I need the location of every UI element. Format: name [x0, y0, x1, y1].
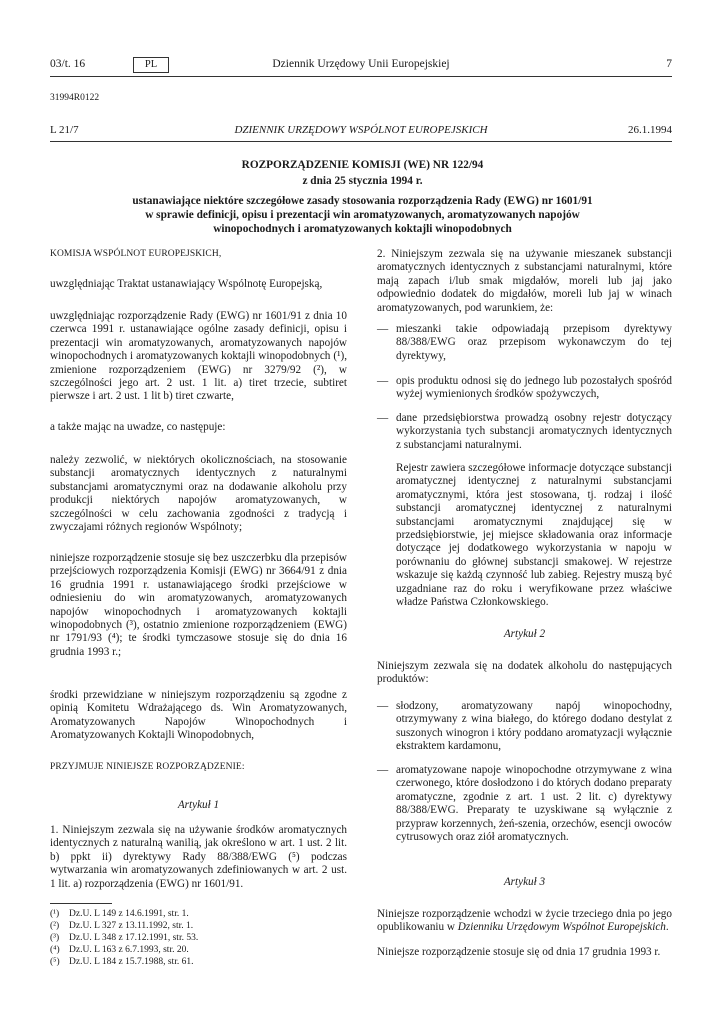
- treaty-recital: uwzględniając Traktat ustanawiający Wspólnotę Europejską,: [50, 278, 323, 290]
- dash-marker: —: [377, 412, 389, 424]
- footnote-4: (⁴) Dz.U. L 163 z 6.7.1993, str. 20.: [50, 945, 189, 955]
- footnote-5: (⁵) Dz.U. L 184 z 15.7.1988, str. 61.: [50, 957, 194, 967]
- article-1-heading: Artykuł 1: [177, 799, 220, 811]
- article-3-heading: Artykuł 3: [503, 876, 546, 888]
- journal-name: Dziennik Urzędowy Unii Europejskiej: [272, 58, 450, 70]
- article-3-paragraph-1: Niniejsze rozporządzenie wchodzi w życie trzeciego dnia po jego opublikowaniu w Dzienniku Urzędowym Wspólnot Europejskich.: [377, 908, 672, 934]
- article-2-heading: Artykuł 2: [503, 628, 546, 640]
- title-date: z dnia 25 stycznia 1994 r.: [302, 175, 423, 187]
- oj-title: DZIENNIK URZĘDOWY WSPÓLNOT EUROPEJSKICH: [234, 124, 488, 136]
- article-2-item-1: [377, 700, 672, 754]
- adoption-line: PRZYJMUJE NINIEJSZE ROZPORZĄDZENIE:: [50, 762, 245, 772]
- condition-3-text: dane przedsiębiorstwa prowadzą osobny rejestr dotyczący wykorzystania tych substancji aromatycznych identycznych z substancjami naturalnymi.: [396, 412, 672, 451]
- celex-number: 31994R0122: [50, 93, 100, 103]
- title-line-3: ustanawiające niektóre szczegółowe zasady stosowania rozporządzenia Rady (EWG) nr 1601/91: [132, 195, 593, 207]
- condition-2-text: opis produktu odnosi się do jednego lub pozostałych spośród wyżej wymienionych środków spożywczych,: [396, 375, 672, 401]
- header-rule: [50, 76, 672, 77]
- recital-transitional: niniejsze rozporządzenie stosuje się bez uszczerbku dla przepisów przejściowych rozporządzenia Komisji (EWG) nr 3664/91 z dnia 16 grudnia 1991 r. ustanawiającego środki przejściowe w odniesieniu do win aromatyzowanych, aromatyzowanych napojów winopochodnych i aromatyzowanych koktajli winopodobnych (³), ostatnio zmienione rozporządzeniem (EWG) nr 1791/93 (⁴); te środki tymczasowe stosuje się do dnia 16 grudnia 1993 r.;: [50, 552, 347, 658]
- recital-regulation: uwzględniając rozporządzenie Rady (EWG) nr 1601/91 z dnia 10 czerwca 1991 r. ustanawiające ogólne zasady definicji, opisu i prezentacji win aromatyzowanych, aromatyzowanych napojów winopochodnych i aromatyzowanych koktajli winopodobnych (¹), zmienione rozporządzeniem (EWG) nr 3279/92 (²), w szczególności jego art. 2 ust. 1 lit. a) tiret trzecie, subtiret pierwsze i art. 2 ust. 1 lit b) tiret czwarte,: [50, 310, 347, 403]
- footnote-1: (¹) Dz.U. L 149 z 14.6.1991, str. 1.: [50, 909, 189, 919]
- title-line-4: w sprawie definicji, opisu i prezentacji win aromatyzowanych, aromatyzowanych napojów: [145, 209, 580, 221]
- volume-number: 03/t. 16: [50, 58, 86, 70]
- article-1-paragraph-1: 1. Niniejszym zezwala się na używanie środków aromatycznych identycznych z naturalną wanilią, jak określono w art. 1 ust. 2 lit. b) ppkt ii) dyrektywy Rady 88/388/EWG (⁵) podczas wytwarzania win aromatyzowanych zdefiniowanych w art. 2 ust. 1 lit. a) rozporządzenia (EWG) nr 1601/91.: [50, 824, 347, 890]
- running-header: [50, 58, 672, 74]
- condition-1-text: mieszanki takie odpowiadają przepisom dyrektywy 88/388/EWG oraz przepisom wykonawczym do tej dyrektywy,: [396, 323, 672, 362]
- condition-3: [377, 412, 672, 452]
- language-badge: PL: [133, 57, 169, 73]
- article-2-item-2: [377, 764, 672, 844]
- oj-header-rule: [50, 141, 672, 142]
- regulation-title: [80, 159, 645, 237]
- recital-authorisation: należy zezwolić, w niektórych okolicznościach, na stosowanie substancji aromatycznych identycznych z naturalnymi substancjami aromatycznymi oraz na dodawanie alkoholu przy produkcji niektórych napojów aromatyzowanych, w szczególności w celu zachowania zgodności z tradycją i zwyczajami różnych regionów Wspólnoty;: [50, 454, 347, 534]
- title-line-1: ROZPORZĄDZENIE KOMISJI (WE) NR 122/94: [241, 159, 484, 171]
- footnote-2: (²) Dz.U. L 327 z 13.11.1992, str. 1.: [50, 921, 194, 931]
- article-2-item-1-text: słodzony, aromatyzowany napój winopochodny, otrzymywany z wina białego, do którego dodano destylat z suszonych winogron i który poddano aromatyzacji wyłącznie ekstraktem kardamonu,: [396, 700, 672, 753]
- condition-1: [377, 323, 672, 363]
- dash-marker: —: [377, 764, 389, 776]
- dash-marker: —: [377, 700, 389, 712]
- dash-marker: —: [377, 323, 389, 335]
- recital-committee: środki przewidziane w niniejszym rozporządzeniu są zgodne z opinią Komitetu Wdrażającego ds. Win Aromatyzowanych, Aromatyzowanych Napojów Winopochodnych i Aromatyzowanych Koktajli Winopodobnych,: [50, 689, 347, 742]
- article-1-paragraph-2: 2. Niniejszym zezwala się na używanie mieszanek substancji aromatycznych identycznych z substancjami naturalnymi, które mają zapach i/lub smak migdałów, moreli lub jaj jako odpowiednio dodatek do migdałów, moreli lub jaj w winach aromatyzowanych, pod warunkiem, że:: [377, 248, 672, 314]
- journal-title: Dzienniku Urzędowym Wspólnot Europejskich: [457, 921, 666, 934]
- oj-date: 26.1.1994: [628, 124, 672, 136]
- dash-marker: —: [377, 375, 389, 387]
- article-2-item-2-text: aromatyzowane napoje winopochodne otrzymywane z wina czerwonego, które dosłodzono i do których dodano preparaty aromatyczne, zgodnie z art. 1 ust. 2 lit. c) dyrektywy 88/388/EWG. Preparaty te uzyskiwane są wyłącznie z przypraw korzennych, żeń-szenia, orzechów, esencji owoców cytrusowych oraz ziół aromatycznych.: [396, 764, 672, 844]
- title-line-5: winopochodnych i aromatyzowanych koktajli winopodobnych: [213, 223, 512, 235]
- page-number: 7: [666, 58, 672, 70]
- oj-reference: L 21/7: [50, 124, 79, 136]
- commission-line: KOMISJA WSPÓLNOT EUROPEJSKICH,: [50, 249, 222, 259]
- footnote-rule: [50, 903, 112, 904]
- register-paragraph: Rejestr zawiera szczegółowe informacje dotyczące substancji aromatycznej identycznej z naturalnymi substancjami aromatycznymi, która jest stosowana, tj. rodzaj i ilość substancji aromatycznej identycznej z naturalnymi substancjami aromatycznymi znajdującej się w przedsiębiorstwie, jej miejsce składowania oraz informacje dotyczące jej dodatkowego wykorzystania w napoju w porównaniu do głównej substancji smakowej. W rejestrze wskazuje się każdą czynność lub zabieg. Rejestry muszą być uzgadniane raz do roku i weryfikowane przez właściwe władze Państwa Członkowskiego.: [396, 462, 672, 609]
- footnote-3: (³) Dz.U. L 348 z 17.12.1991, str. 53.: [50, 933, 199, 943]
- whereas-line: a także mając na uwadze, co następuje:: [50, 421, 226, 433]
- condition-2: [377, 375, 672, 402]
- article-3-paragraph-2: Niniejsze rozporządzenie stosuje się od dnia 17 grudnia 1993 r.: [377, 946, 661, 958]
- article-2-intro: Niniejszym zezwala się na dodatek alkoholu do następujących produktów:: [377, 660, 672, 686]
